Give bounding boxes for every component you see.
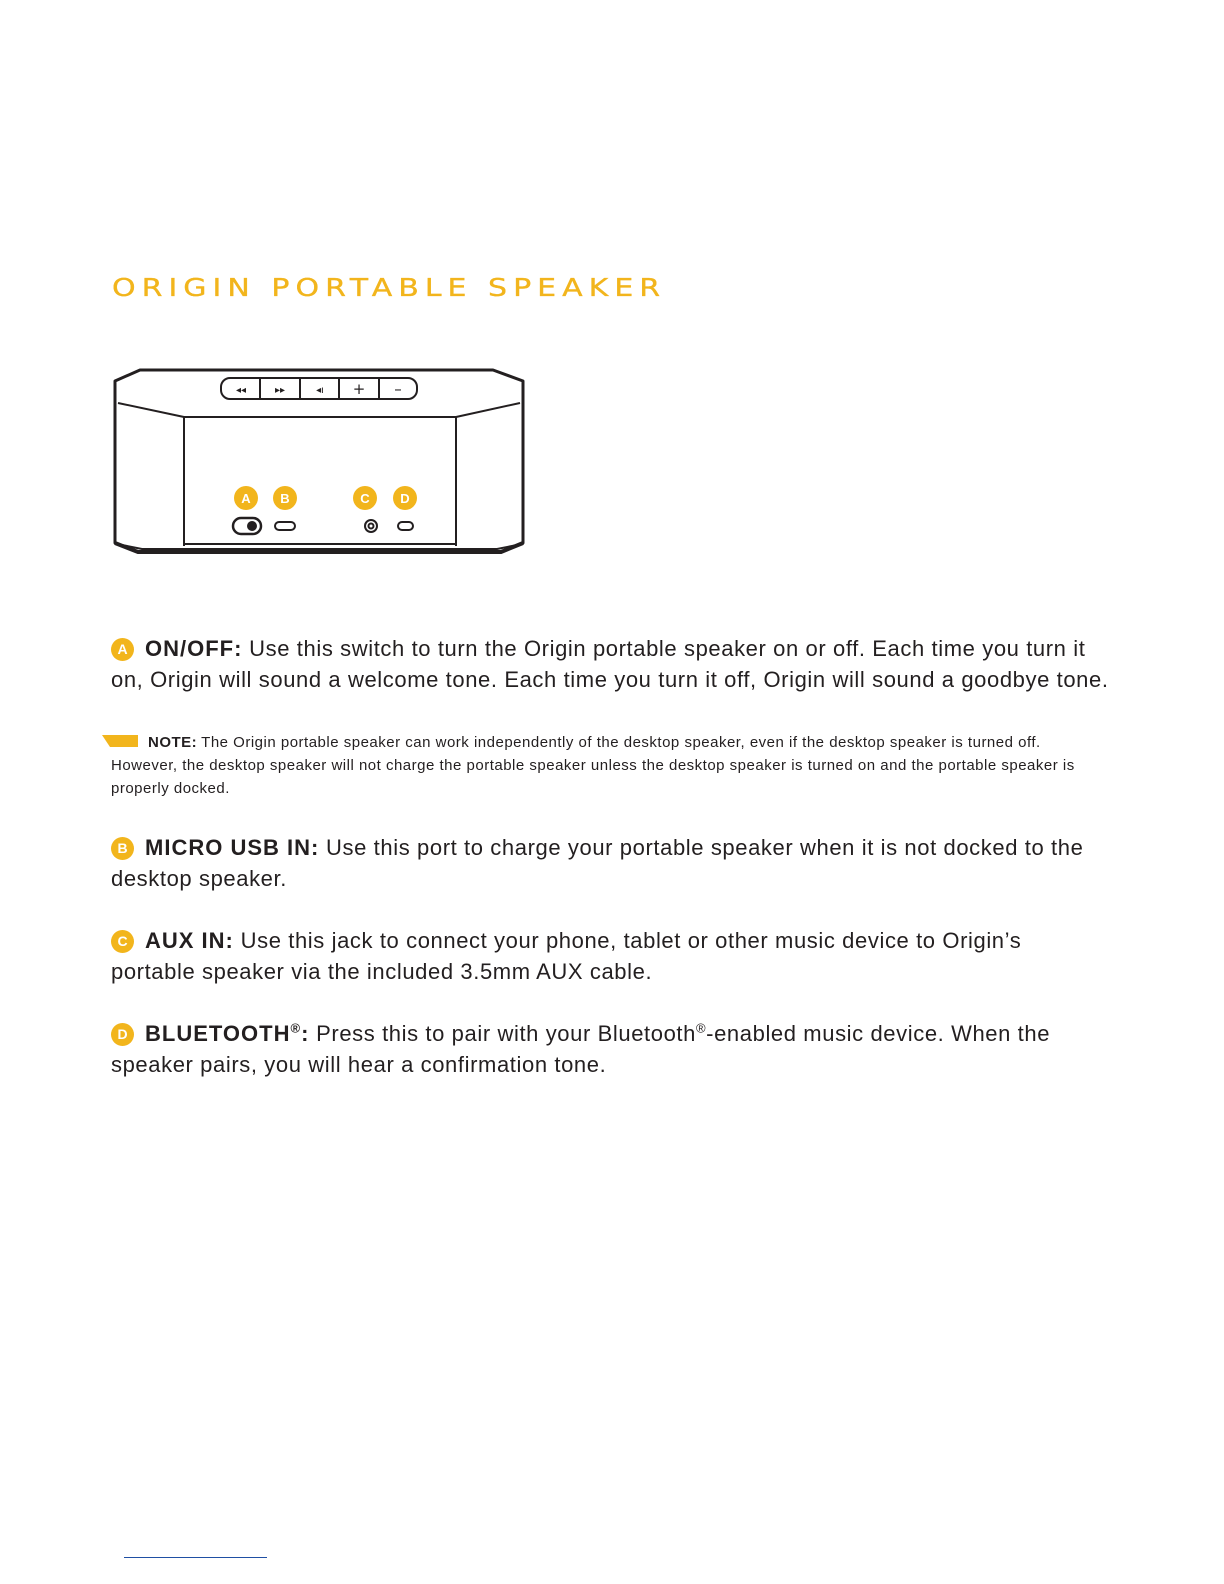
volume-up-icon[interactable]: + (352, 380, 366, 398)
note-text: The Origin portable speaker can work independently of the desktop speaker, even if the desktop speaker is turned off. However, the desktop speaker will not charge the portable speaker unless the desktop speaker is turned on and the portable speaker is properly docked. (111, 734, 1075, 797)
item-aux-in (111, 925, 1111, 987)
item-on-off (111, 633, 1111, 695)
item-micro-usb (111, 832, 1111, 894)
note (111, 731, 1111, 800)
term-bluetooth-text: BLUETOOTH (145, 1021, 291, 1046)
page-title: ORIGIN PORTABLE SPEAKER (112, 274, 667, 303)
callout-c: C (360, 491, 370, 506)
callout-a: A (241, 491, 251, 506)
term-micro-usb: MICRO USB IN: (145, 835, 320, 860)
note-label: NOTE: (148, 734, 198, 751)
term-bluetooth-colon: : (301, 1021, 310, 1046)
play-pause-icon[interactable]: ◂ı (316, 385, 324, 396)
term-bluetooth-registered: ® (290, 1020, 302, 1036)
badge-a: A (111, 638, 134, 661)
callout-d: D (400, 491, 410, 506)
fast-forward-icon[interactable]: ▸▸ (274, 385, 286, 396)
body-aux-in: Use this jack to connect your phone, tablet or other music device to Origin’s portable speaker via the included 3.5mm AUX cable. (111, 928, 1022, 984)
term-aux-in: AUX IN: (145, 928, 234, 953)
term-on-off: ON/OFF: (145, 636, 243, 661)
body-bluetooth-after: -enabled music device. When the speaker pairs, you will hear a confirmation tone. (111, 1021, 1051, 1077)
rewind-icon[interactable]: ◂◂ (235, 385, 247, 396)
body-on-off: Use this switch to turn the Origin portable speaker on or off. Each time you turn it on, Origin will sound a welcome tone. Each time you turn it off, Origin will sound a goodbye tone. (111, 636, 1109, 692)
badge-d: D (111, 1023, 134, 1046)
term-bluetooth (145, 1021, 309, 1046)
body-bluetooth-registered: ® (695, 1020, 707, 1036)
speaker-diagram (108, 360, 532, 566)
speaker-body (115, 370, 523, 552)
volume-down-icon[interactable]: – (394, 380, 402, 398)
body-bluetooth-before: Press this to pair with your Bluetooth (316, 1021, 696, 1046)
badge-b: B (111, 837, 134, 860)
callout-b: B (280, 491, 290, 506)
item-bluetooth (111, 1018, 1111, 1080)
body-micro-usb: Use this port to charge your portable speaker when it is not docked to the desktop speaker. (111, 835, 1084, 891)
badge-c: C (111, 930, 134, 953)
footer-rule (124, 1557, 267, 1558)
